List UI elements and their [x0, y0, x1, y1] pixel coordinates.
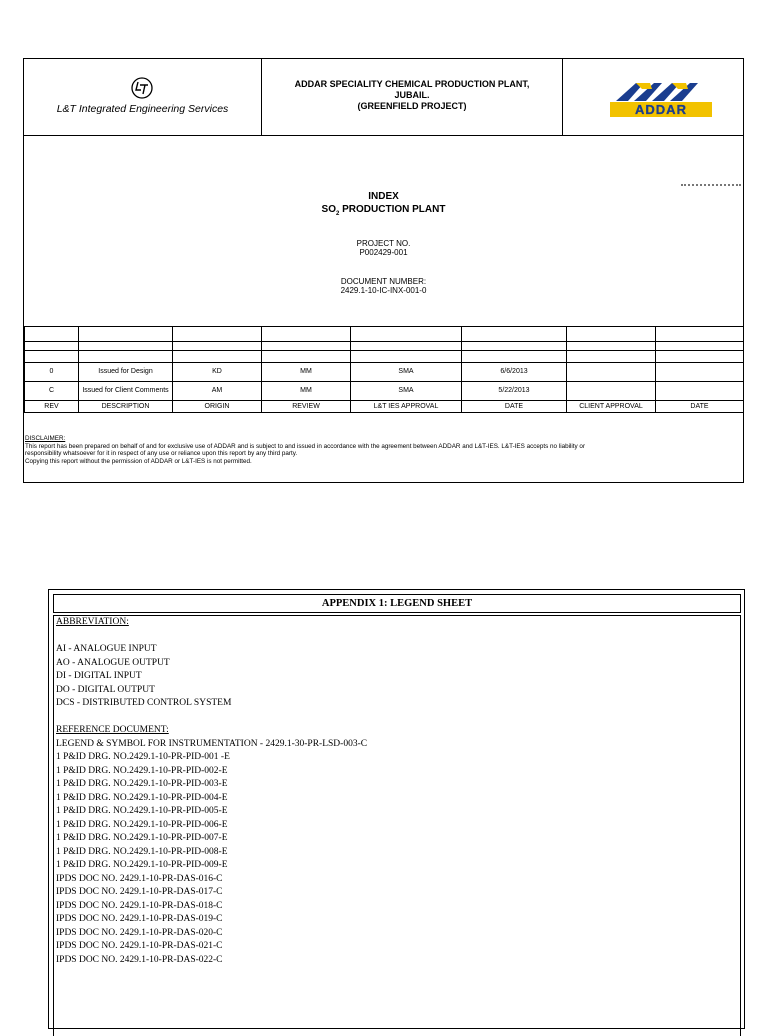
reference-item: 1 P&ID DRG. NO.2429.1-10-PR-PID-005-E	[56, 806, 228, 816]
header-cell: ORIGIN	[173, 401, 262, 413]
rev-cell: 0	[25, 363, 79, 382]
disclaimer-line: responsibility whatsoever for it in respect of any use or reliance upon this report by any third party.	[25, 450, 298, 457]
plant-title-sub: 2	[336, 211, 340, 217]
cover-header	[24, 59, 743, 136]
reference-item: IPDS DOC NO. 2429.1-10-PR-DAS-017-C	[56, 887, 223, 897]
review-cell: MM	[262, 382, 351, 401]
dotted-mark	[681, 184, 741, 186]
plant-title-prefix: SO	[321, 204, 336, 215]
client-logo-cell	[563, 59, 743, 135]
project-title	[266, 79, 558, 112]
approval-cell: SMA	[351, 382, 462, 401]
company-name: L&T Integrated Engineering Services	[56, 103, 229, 115]
legend-title: APPENDIX 1: LEGEND SHEET	[53, 594, 741, 613]
reference-item: IPDS DOC NO. 2429.1-10-PR-DAS-021-C	[56, 941, 223, 951]
header-cell: DATE	[462, 401, 567, 413]
description-cell: Issued for Client Comments	[79, 382, 173, 401]
abbreviation-section	[54, 616, 740, 967]
revision-row	[25, 363, 744, 382]
project-title-line: (GREENFIELD PROJECT)	[357, 101, 467, 111]
disclaimer-line: Copying this report without the permission of ADDAR or L&T-IES is not permitted.	[25, 457, 252, 465]
origin-cell: AM	[173, 382, 262, 401]
revision-row-empty	[25, 342, 744, 351]
rev-cell: C	[25, 382, 79, 401]
plant-title	[24, 204, 743, 217]
abbreviation-item: DCS - DISTRIBUTED CONTROL SYSTEM	[56, 698, 232, 708]
header-cell: DESCRIPTION	[79, 401, 173, 413]
revision-row-empty	[25, 351, 744, 363]
header-cell: L&T IES APPROVAL	[351, 401, 462, 413]
reference-title: REFERENCE DOCUMENT:	[56, 725, 169, 735]
reference-item: IPDS DOC NO. 2429.1-10-PR-DAS-020-C	[56, 927, 223, 938]
plant-title-suffix: PRODUCTION PLANT	[339, 204, 446, 215]
reference-item: 1 P&ID DRG. NO.2429.1-10-PR-PID-004-E	[56, 792, 228, 803]
addar-logo-icon	[606, 79, 716, 119]
disclaimer-line: This report has been prepared on behalf of and for exclusive use of ADDAR and is subject to and issued in accordance with the agreement between ADDAR and L&T-IES. L&T-IES accepts no liability or	[25, 442, 586, 450]
date-cell: 5/22/2013	[462, 382, 567, 401]
reference-item: IPDS DOC NO. 2429.1-10-PR-DAS-019-C	[56, 914, 223, 924]
header-cell: CLIENT APPROVAL	[567, 401, 656, 413]
abbreviation-item: AI - ANALOGUE INPUT	[56, 644, 157, 654]
document-number: 2429.1-10-IC-INX-001-0	[340, 286, 427, 295]
cover-sheet	[23, 58, 744, 483]
project-title-cell	[262, 59, 563, 135]
header-cell: DATE	[656, 401, 744, 413]
reference-item: 1 P&ID DRG. NO.2429.1-10-PR-PID-003-E	[56, 779, 228, 789]
reference-item: IPDS DOC NO. 2429.1-10-PR-DAS-018-C	[56, 900, 223, 911]
reference-item: 1 P&ID DRG. NO.2429.1-10-PR-PID-007-E	[56, 833, 228, 843]
reference-item: LEGEND & SYMBOL FOR INSTRUMENTATION - 2429.1-30-PR-LSD-003-C	[56, 738, 368, 749]
header-cell: REVIEW	[262, 401, 351, 413]
reference-item: 1 P&ID DRG. NO.2429.1-10-PR-PID-002-E	[56, 765, 228, 776]
client-logo-text: ADDAR	[635, 102, 687, 117]
revision-header-row	[25, 401, 744, 413]
origin-cell: KD	[173, 363, 262, 382]
date-cell: 6/6/2013	[462, 363, 567, 382]
legend-body	[53, 615, 741, 1036]
reference-item: 1 P&ID DRG. NO.2429.1-10-PR-PID-009-E	[56, 860, 228, 870]
document-info	[24, 136, 743, 326]
reference-item: IPDS DOC NO. 2429.1-10-PR-DAS-016-C	[56, 873, 223, 884]
description-cell: Issued for Design	[79, 363, 173, 382]
company-cell	[24, 59, 262, 135]
revision-row-empty	[25, 327, 744, 342]
project-no-label: PROJECT NO.	[356, 239, 411, 248]
project-title-line: JUBAIL.	[394, 90, 430, 100]
abbreviation-item: DO - DIGITAL OUTPUT	[56, 684, 155, 695]
legend-sheet	[48, 589, 745, 1029]
revision-row	[25, 382, 744, 401]
header-cell: REV	[25, 401, 79, 413]
project-title-line: ADDAR SPECIALITY CHEMICAL PRODUCTION PLANT,	[294, 79, 530, 89]
abbreviation-title: ABBREVIATION:	[56, 617, 129, 627]
review-cell: MM	[262, 363, 351, 382]
client-date-cell	[656, 363, 744, 382]
client-approval-cell	[567, 382, 656, 401]
index-title: INDEX	[368, 191, 399, 202]
reference-item: IPDS DOC NO. 2429.1-10-PR-DAS-022-C	[56, 954, 223, 965]
abbreviation-item: AO - ANALOGUE OUTPUT	[56, 657, 170, 668]
reference-item: 1 P&ID DRG. NO.2429.1-10-PR-PID-006-E	[56, 819, 228, 830]
reference-item: 1 P&ID DRG. NO.2429.1-10-PR-PID-001 -E	[56, 752, 230, 762]
reference-item: 1 P&ID DRG. NO.2429.1-10-PR-PID-008-E	[56, 846, 228, 857]
approval-cell: SMA	[351, 363, 462, 382]
lt-logo-icon	[131, 77, 153, 99]
client-approval-cell	[567, 363, 656, 382]
revision-table	[24, 326, 744, 413]
client-date-cell	[656, 382, 744, 401]
project-no: P002429-001	[359, 248, 408, 257]
disclaimer	[25, 435, 742, 465]
abbreviation-item: DI - DIGITAL INPUT	[56, 671, 142, 681]
disclaimer-title: DISCLAIMER:	[25, 435, 66, 442]
document-number-label: DOCUMENT NUMBER:	[340, 277, 427, 286]
